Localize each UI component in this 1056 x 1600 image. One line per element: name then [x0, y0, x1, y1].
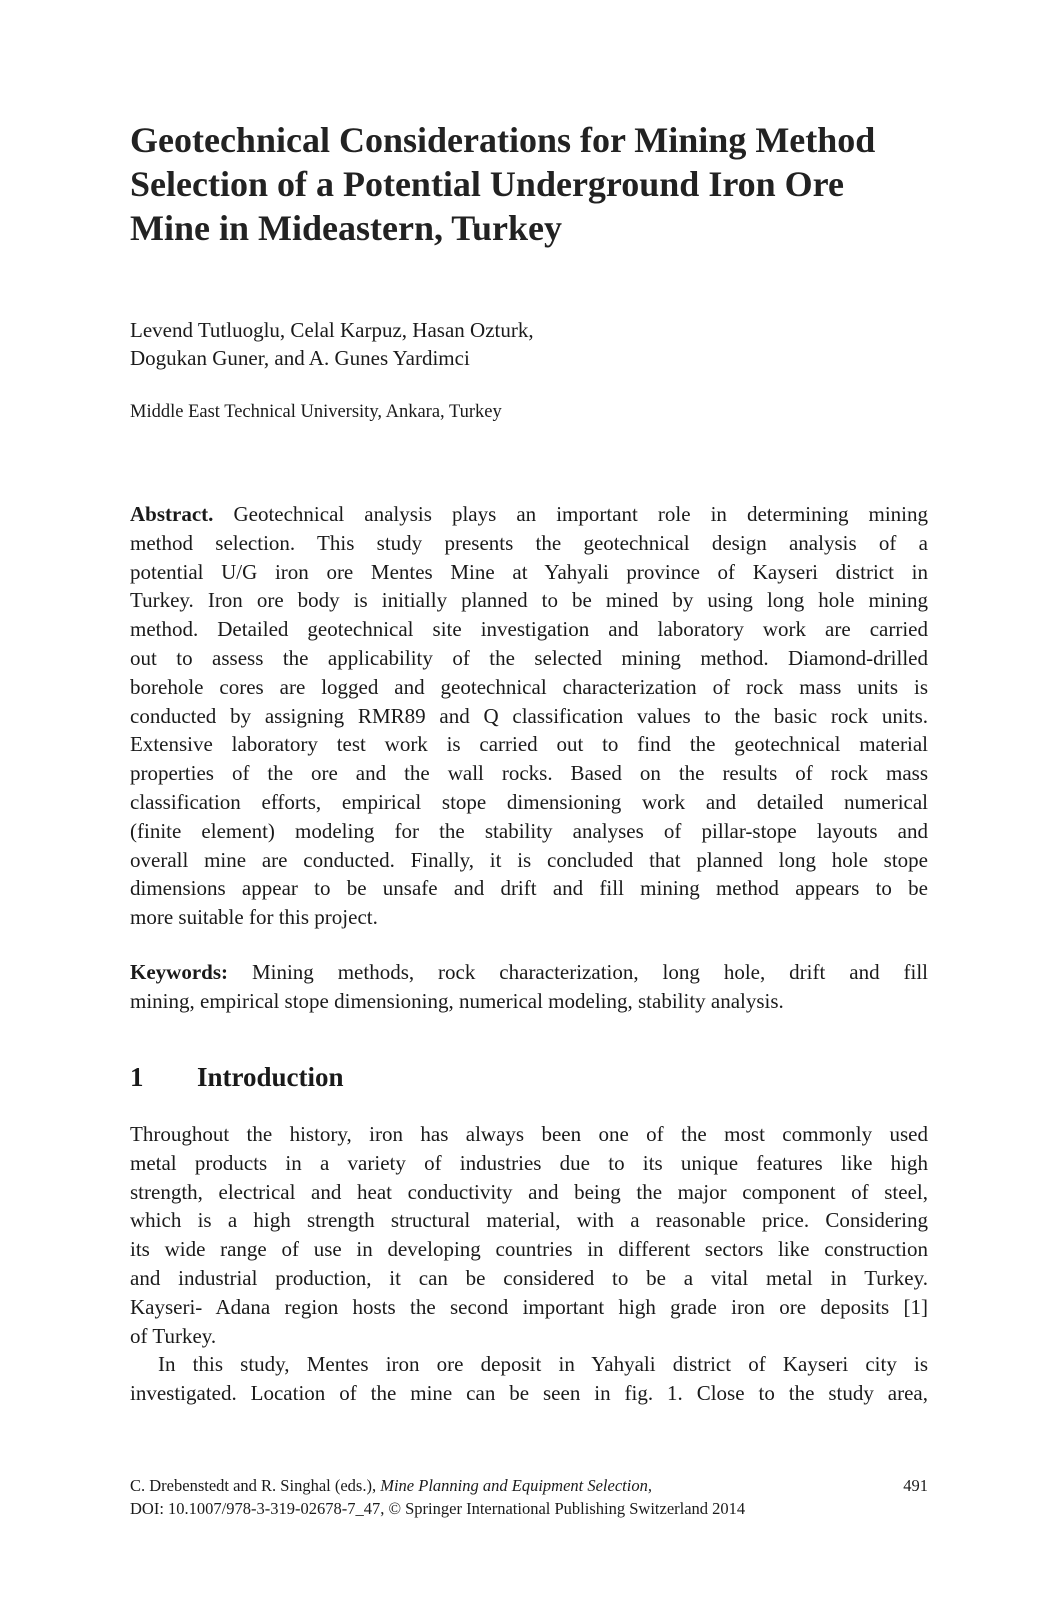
page-footer [130, 1474, 928, 1520]
footer-editors: C. Drebenstedt and R. Singhal (eds.), [130, 1476, 377, 1495]
footer-citation [130, 1474, 652, 1497]
intro-line: investigated. Location of the mine can be seen in fig. 1. Close to the study area, [130, 1381, 928, 1406]
intro-line: Throughout the history, iron has always been one of the most commonly used [130, 1122, 928, 1146]
intro-line: metal products in a variety of industries due to its unique features like high [130, 1150, 928, 1175]
abstract-line [130, 500, 928, 529]
title-line: Geotechnical Considerations for Mining Method [130, 120, 876, 160]
footer-book-title: Mine Planning and Equipment Selection, [380, 1476, 652, 1495]
abstract-text: Geotechnical analysis plays an important role in determining mining [233, 502, 929, 526]
abstract-line: out to assess the applicability of the selected mining method. Diamond-drilled [130, 645, 928, 670]
title-line: Selection of a Potential Underground Iron Ore [130, 164, 844, 204]
abstract-line: potential U/G iron ore Mentes Mine at Yahyali province of Kayseri district in [130, 559, 928, 584]
intro-line: strength, electrical and heat conductivity and being the major component of steel, [130, 1179, 928, 1204]
abstract-line: method selection. This study presents the geotechnical design analysis of a [130, 530, 928, 555]
section-number: 1 [130, 1062, 144, 1092]
section-title: Introduction [197, 1062, 344, 1092]
keywords-text: Mining methods, rock characterization, long hole, drift and fill [251, 960, 928, 984]
intro-line: its wide range of use in developing countries in different sectors like construction [130, 1237, 928, 1262]
footer-doi-row [130, 1497, 928, 1520]
abstract-label: Abstract. [130, 502, 214, 526]
abstract-line: dimensions appear to be unsafe and drift and fill mining method appears to be [130, 876, 928, 901]
intro-line: In this study, Mentes iron ore deposit in Yahyali district of Kayseri city is [158, 1352, 928, 1377]
abstract-line: Extensive laboratory test work is carried out to find the geotechnical material [130, 732, 928, 757]
intro-line: of Turkey. [130, 1323, 217, 1348]
keywords-label: Keywords: [130, 960, 228, 984]
section-heading [130, 1060, 344, 1094]
abstract-line: Turkey. Iron ore body is initially planned to be mined by using long hole mining [130, 588, 928, 613]
footer-doi: DOI: 10.1007/978-3-319-02678-7_47, © Springer International Publishing Switzerland 2014 [130, 1499, 746, 1518]
page-number: 491 [903, 1476, 928, 1495]
abstract-line: more suitable for this project. [130, 905, 378, 930]
abstract-line: overall mine are conducted. Finally, it is concluded that planned long hole stope [130, 847, 928, 872]
author-list [130, 316, 930, 372]
abstract-line: method. Detailed geotechnical site investigation and laboratory work are carried [130, 617, 928, 642]
abstract [130, 500, 928, 932]
abstract-line: classification efforts, empirical stope dimensioning work and detailed numerical [130, 789, 928, 814]
keywords [130, 958, 928, 1016]
keywords-line: mining, empirical stope dimensioning, numerical modeling, stability analysis. [130, 988, 784, 1013]
intro-line: Kayseri- Adana region hosts the second important high grade iron ore deposits [1] [130, 1294, 928, 1319]
keywords-line [130, 958, 928, 987]
author-line: Dogukan Guner, and A. Gunes Yardimci [130, 346, 470, 370]
intro-line: and industrial production, it can be considered to be a vital metal in Turkey. [130, 1265, 928, 1290]
abstract-line: conducted by assigning RMR89 and Q classification values to the basic rock units. [130, 703, 928, 728]
abstract-line: (finite element) modeling for the stability analyses of pillar-stope layouts and [130, 818, 928, 843]
abstract-line: properties of the ore and the wall rocks. Based on the results of rock mass [130, 761, 928, 786]
abstract-line: borehole cores are logged and geotechnical characterization of rock mass units is [130, 674, 928, 699]
footer-citation-row [130, 1474, 928, 1497]
author-line: Levend Tutluoglu, Celal Karpuz, Hasan Ozturk, [130, 318, 534, 342]
title-line: Mine in Mideastern, Turkey [130, 208, 563, 248]
introduction-body [130, 1120, 928, 1408]
intro-line: which is a high strength structural material, with a reasonable price. Considering [130, 1208, 928, 1233]
paper-title [130, 118, 930, 250]
affiliation: Middle East Technical University, Ankara, Turkey [130, 402, 502, 422]
